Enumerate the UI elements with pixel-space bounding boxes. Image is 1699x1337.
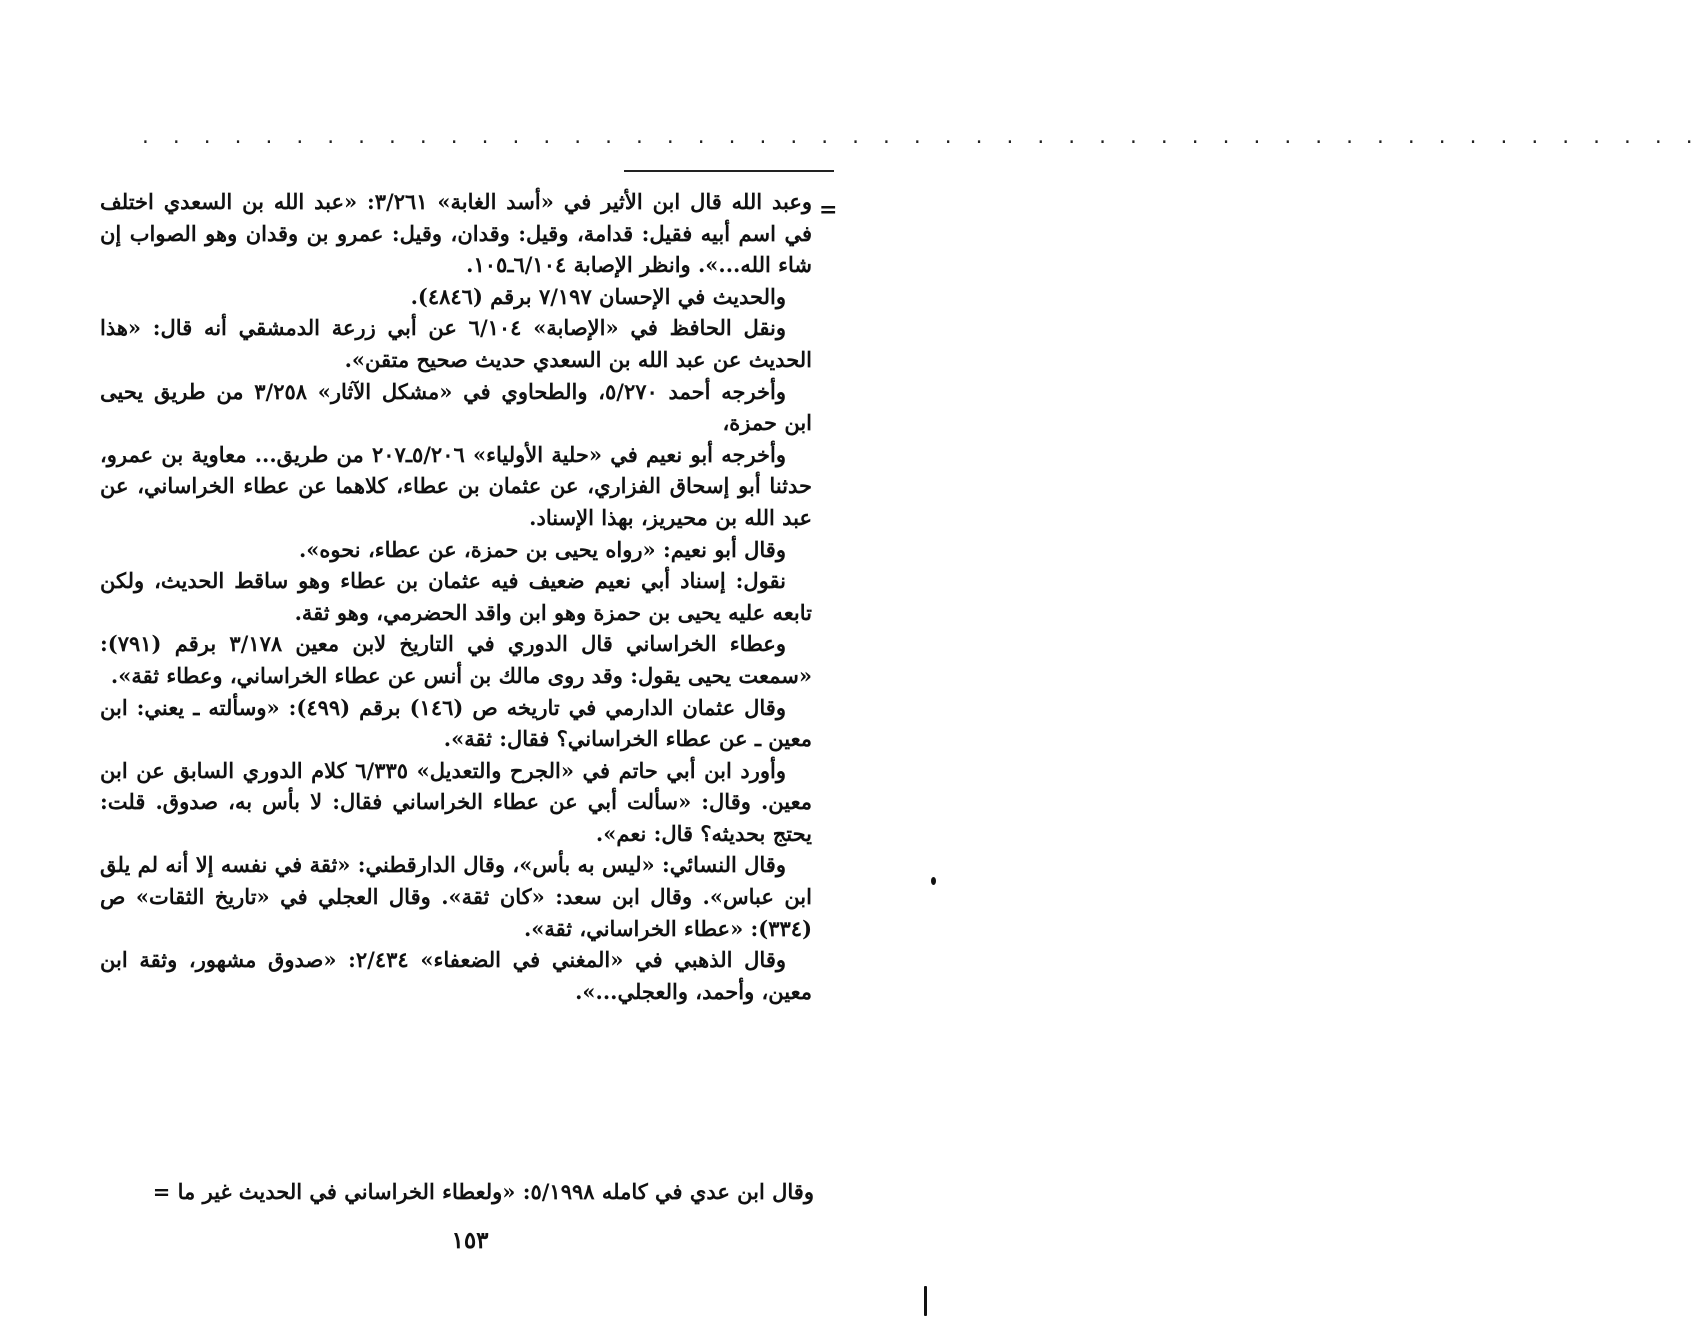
footnote-body bbox=[100, 186, 812, 1007]
paragraph-naqul: نقول: إسناد أبي نعيم ضعيف فيه عثمان بن عطاء وهو ساقط الحديث، ولكن تابعه عليه يحيى بن حمزة وهو ابن واقد الحضرمي، وهو ثقة. bbox=[100, 568, 812, 625]
paragraph-abu-nuaym-hilya: وأخرجه أبو نعيم في «حلية الأولياء» ٥/٢٠٦ـ٢٠٧ من طريق... معاوية بن عمرو، حدثنا أبو إسحاق الفزاري، عن عثمان بن عطاء، كلاهما عن عطاء الخراساني، عن عبد الله بن محيريز، بهذا الإسناد. bbox=[100, 441, 812, 530]
paragraph-dhahabi: وقال الذهبي في «المغني في الضعفاء» ٢/٤٣٤: «صدوق مشهور، وثقة ابن معين، وأحمد، والعجلي...». bbox=[100, 947, 812, 1004]
paragraph-ibn-abi-hatim: وأورد ابن أبي حاتم في «الجرح والتعديل» ٦/٣٣٥ كلام الدوري السابق عن ابن معين. وقال: «سألت أبي عن عطاء الخراساني فقال: لا بأس به، صدوق. قلت: يحتج بحديثه؟ قال: نعم». bbox=[100, 757, 812, 846]
paragraph-ibn-adi bbox=[100, 1176, 840, 1208]
continuation-mark: = bbox=[819, 197, 838, 223]
paragraph-ihsan: والحديث في الإحسان ٧/١٩٧ برقم (٤٨٤٦). bbox=[410, 283, 786, 309]
footnote-rule bbox=[624, 170, 834, 172]
dotted-separator: . . . . . . . . . . . . . . . . . . . . . . . . . . . . . . . . . . . . . . . . . . . . . . . . . . . bbox=[140, 127, 1699, 148]
paragraph-ibn-adi-text: وقال ابن عدي في كامله ٥/١٩٩٨: «ولعطاء الخراساني في الحديث غير ما = bbox=[152, 1179, 814, 1204]
paragraph-ahmad-tahawi: وأخرجه أحمد ٥/٢٧٠، والطحاوي في «مشكل الآثار» ٣/٢٥٨ من طريق يحيى ابن حمزة، bbox=[100, 378, 812, 436]
paragraph-ata-duri: وعطاء الخراساني قال الدوري في التاريخ لابن معين ٣/١٧٨ برقم (٧٩١): «سمعت يحيى يقول: وقد روى مالك بن أنس عن عطاء الخراساني، وعطاء ثقة». bbox=[100, 631, 812, 688]
paragraph-nasai-daraqutni: وقال النسائي: «ليس به بأس»، وقال الدارقطني: «ثقة في نفسه إلا أنه لم يلق ابن عباس». وقال ابن سعد: «كان ثقة». وقال العجلي في «تاريخ الثقات» ص (٣٣٤): «عطاء الخراساني، ثقة». bbox=[100, 852, 812, 941]
page-number: ١٥٣ bbox=[451, 1227, 489, 1254]
scan-speck bbox=[924, 1286, 927, 1316]
paragraph-asad-al-ghaba: وعبد الله قال ابن الأثير في «أسد الغابة» ٣/٢٦١: «عبد الله بن السعدي اختلف في اسم أبيه فقيل: قدامة، وقيل: وقدان، وقيل: عمرو بن وقدان وهو الصواب إن شاء الله...». وانظر الإصابة ٦/١٠٤ـ١٠٥. bbox=[100, 189, 812, 278]
scan-speck bbox=[931, 877, 936, 885]
paragraph-abu-nuaym-quote: وقال أبو نعيم: «رواه يحيى بن حمزة، عن عطاء، نحوه». bbox=[298, 536, 786, 562]
paragraph-darimi: وقال عثمان الدارمي في تاريخه ص (١٤٦) برقم (٤٩٩): «وسألته ـ يعني: ابن معين ـ عن عطاء الخراساني؟ فقال: ثقة». bbox=[100, 694, 812, 752]
paragraph-isaba: ونقل الحافظ في «الإصابة» ٦/١٠٤ عن أبي زرعة الدمشقي أنه قال: «هذا الحديث عن عبد الله بن السعدي حديث صحيح متقن». bbox=[100, 315, 812, 372]
